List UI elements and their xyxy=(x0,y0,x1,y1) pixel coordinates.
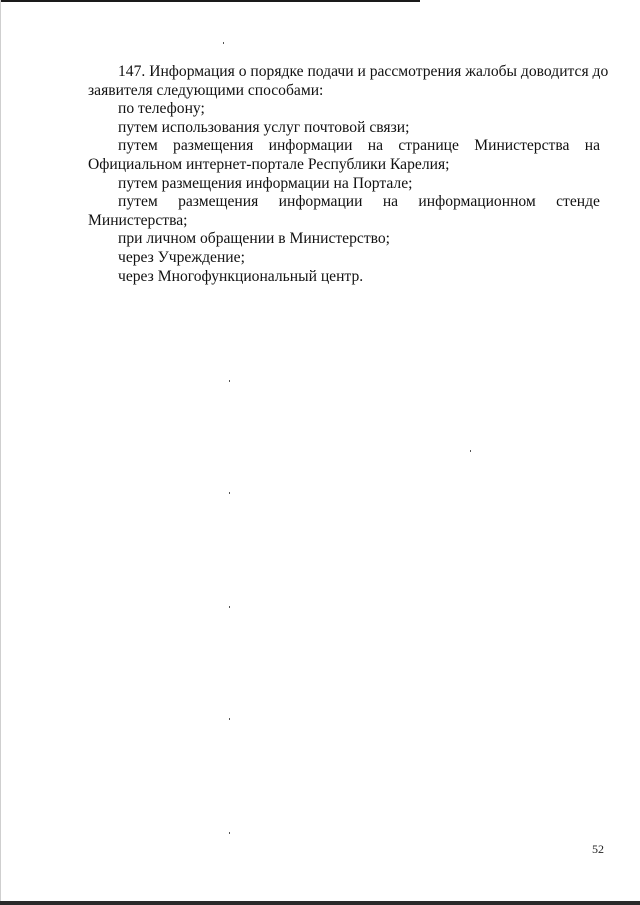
scan-edge-left xyxy=(0,0,1,905)
scan-speck xyxy=(229,832,230,834)
method-portal: путем размещения информации на Портале; xyxy=(118,174,413,192)
scan-speck xyxy=(229,380,230,382)
word: путем xyxy=(118,193,158,211)
page-number: 52 xyxy=(592,842,604,856)
word: размещения xyxy=(178,193,259,211)
word: на xyxy=(584,137,600,155)
paragraph-line-2: заявителя следующими способами: xyxy=(88,81,324,99)
complaint-info-paragraph xyxy=(88,63,609,286)
word: информации xyxy=(278,193,363,211)
method-institution: через Учреждение; xyxy=(118,248,245,266)
word: странице xyxy=(398,137,459,155)
scan-edge-bottom xyxy=(0,901,640,905)
method-postal: путем использования услуг почтовой связи; xyxy=(118,118,410,136)
scan-speck xyxy=(470,450,471,452)
method-info-stand-line-1 xyxy=(88,193,600,212)
word: стенде xyxy=(556,193,600,211)
word: информационном xyxy=(418,193,536,211)
method-ministry-page-line-2: Официальном интернет-портале Республики Карелия; xyxy=(88,155,450,173)
word: на xyxy=(367,137,384,155)
word: размещения xyxy=(173,137,254,155)
word: информации xyxy=(268,137,353,155)
scan-edge-top xyxy=(0,0,420,2)
method-phone: по телефону; xyxy=(118,100,205,118)
method-mfc: через Многофункциональный центр. xyxy=(118,267,364,285)
scan-speck xyxy=(223,42,224,44)
paragraph-line-1: 147. Информация о порядке подачи и рассмотрения жалобы доводится до xyxy=(118,63,609,80)
method-info-stand-line-2: Министерства; xyxy=(88,211,188,229)
word: на xyxy=(382,193,399,211)
word: путем xyxy=(118,137,158,155)
scan-speck xyxy=(229,492,230,494)
method-ministry-page-line-1 xyxy=(88,137,600,156)
method-personal-visit: при личном обращении в Министерство; xyxy=(118,230,391,248)
scan-speck xyxy=(229,606,230,608)
scan-speck xyxy=(229,718,230,720)
word: Министерства xyxy=(474,137,570,155)
